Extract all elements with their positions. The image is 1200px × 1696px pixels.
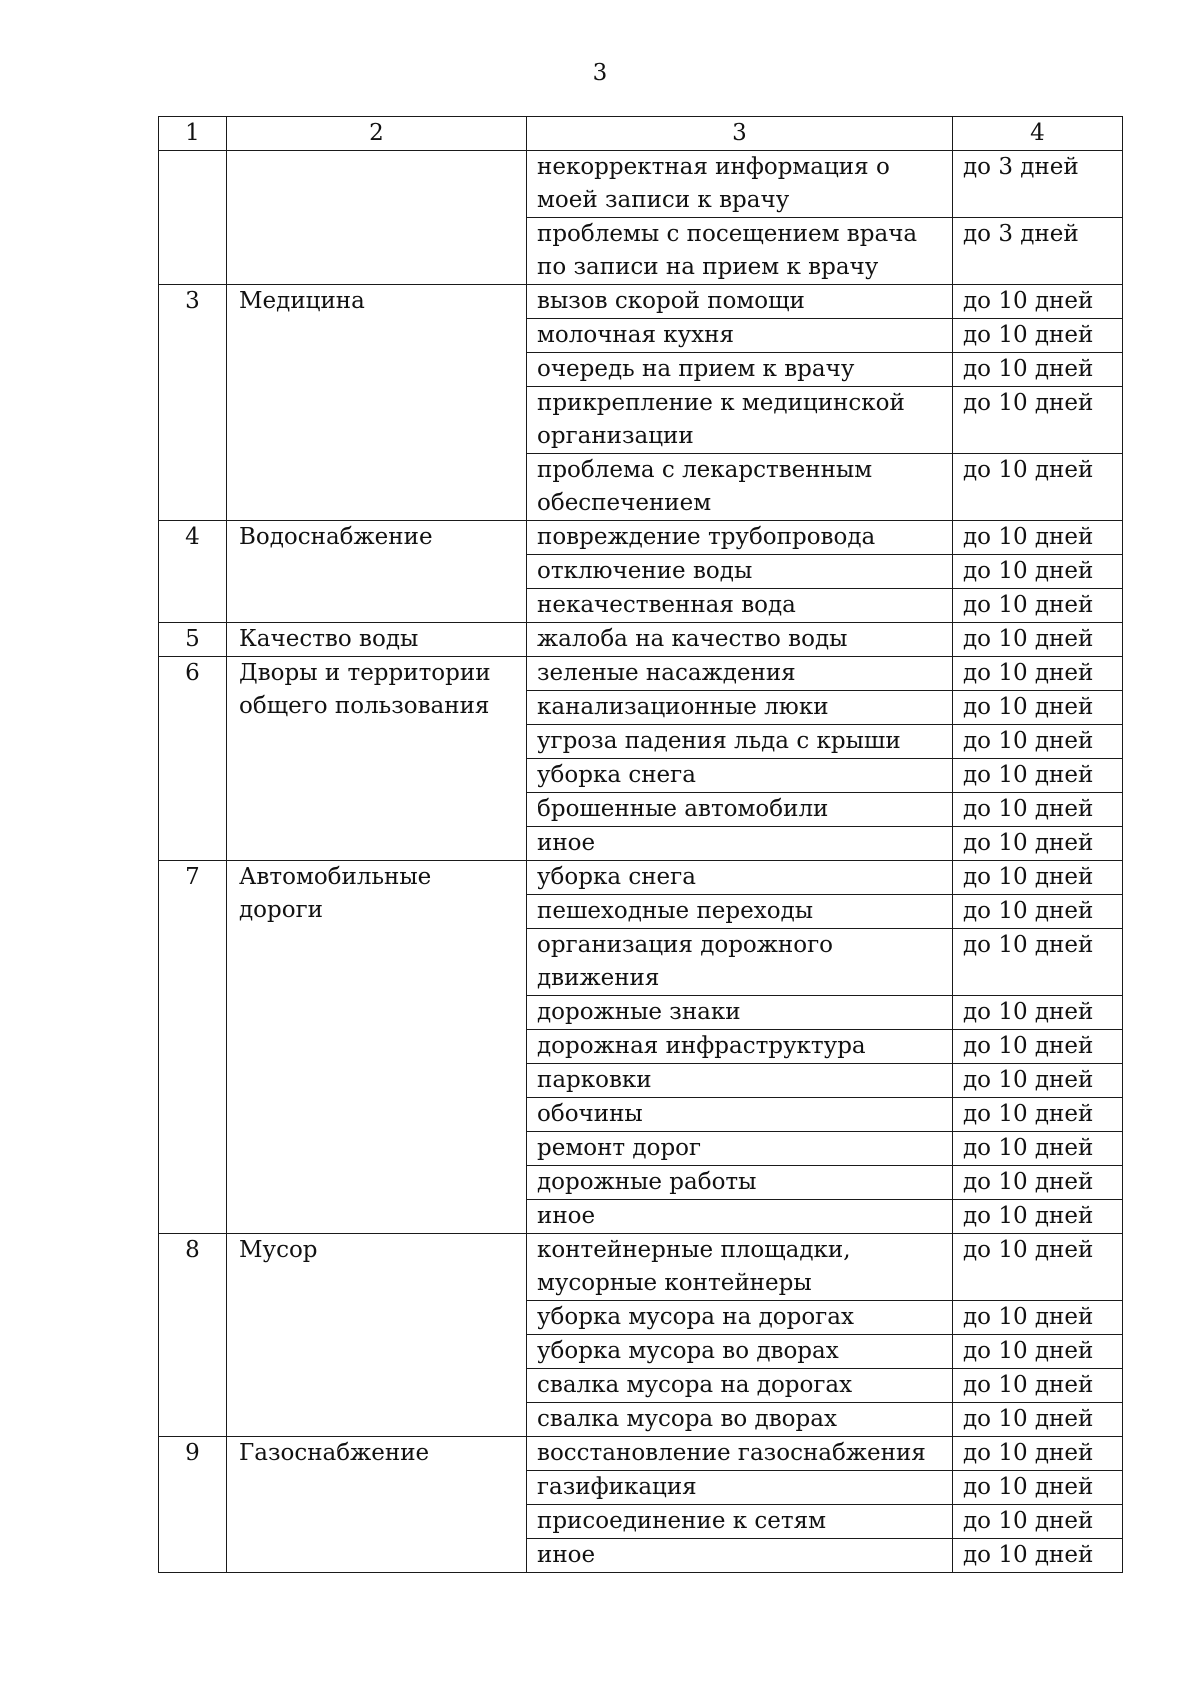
deadline-cell: до 10 дней <box>953 895 1123 929</box>
issue-cell: свалка мусора на дорогах <box>527 1369 953 1403</box>
issue-cell: восстановление газоснабжения <box>527 1437 953 1471</box>
deadline-cell: до 10 дней <box>953 1335 1123 1369</box>
header-col-4: 4 <box>953 117 1123 151</box>
page-number: 3 <box>592 60 608 86</box>
issue-cell: отключение воды <box>527 555 953 589</box>
issue-cell: прикрепление к медицинской организации <box>527 387 953 454</box>
issue-cell: дорожные работы <box>527 1166 953 1200</box>
category-number <box>159 151 227 285</box>
deadline-cell: до 10 дней <box>953 521 1123 555</box>
deadline-cell: до 10 дней <box>953 555 1123 589</box>
deadline-cell: до 10 дней <box>953 657 1123 691</box>
deadline-cell: до 10 дней <box>953 1301 1123 1335</box>
issue-cell: парковки <box>527 1064 953 1098</box>
issue-cell: газификация <box>527 1471 953 1505</box>
issue-cell: дорожная инфраструктура <box>527 1030 953 1064</box>
table-row <box>159 861 1123 895</box>
category-number: 8 <box>159 1234 227 1437</box>
issue-cell: некорректная информация о моей записи к врачу <box>527 151 953 218</box>
deadline-cell: до 10 дней <box>953 861 1123 895</box>
table-row <box>159 1437 1123 1471</box>
category-number: 9 <box>159 1437 227 1573</box>
issue-cell: присоединение к сетям <box>527 1505 953 1539</box>
issue-cell: уборка мусора на дорогах <box>527 1301 953 1335</box>
deadline-cell: до 10 дней <box>953 759 1123 793</box>
deadline-cell: до 10 дней <box>953 1098 1123 1132</box>
table-row <box>159 623 1123 657</box>
deadline-cell: до 10 дней <box>953 285 1123 319</box>
deadline-cell: до 10 дней <box>953 929 1123 996</box>
deadlines-table <box>158 116 1123 1573</box>
deadline-cell: до 10 дней <box>953 319 1123 353</box>
deadline-cell: до 10 дней <box>953 387 1123 454</box>
issue-cell: проблема с лекарственным обеспечением <box>527 454 953 521</box>
deadline-cell: до 10 дней <box>953 725 1123 759</box>
category-topic: Медицина <box>227 285 527 521</box>
issue-cell: свалка мусора во дворах <box>527 1403 953 1437</box>
deadline-cell: до 10 дней <box>953 1369 1123 1403</box>
table-row <box>159 521 1123 555</box>
deadline-cell: до 10 дней <box>953 996 1123 1030</box>
issue-cell: очередь на прием к врачу <box>527 353 953 387</box>
issue-cell: обочины <box>527 1098 953 1132</box>
issue-cell: уборка мусора во дворах <box>527 1335 953 1369</box>
table-row <box>159 657 1123 691</box>
deadline-cell: до 10 дней <box>953 1437 1123 1471</box>
category-number: 7 <box>159 861 227 1234</box>
issue-cell: ремонт дорог <box>527 1132 953 1166</box>
category-topic <box>227 151 527 285</box>
issue-cell: жалоба на качество воды <box>527 623 953 657</box>
issue-cell: иное <box>527 1200 953 1234</box>
issue-cell: угроза падения льда с крыши <box>527 725 953 759</box>
header-col-1: 1 <box>159 117 227 151</box>
table-row <box>159 151 1123 218</box>
deadline-cell: до 10 дней <box>953 623 1123 657</box>
table-row <box>159 285 1123 319</box>
deadline-cell: до 10 дней <box>953 1403 1123 1437</box>
deadline-cell: до 3 дней <box>953 151 1123 218</box>
issue-cell: некачественная вода <box>527 589 953 623</box>
deadline-cell: до 10 дней <box>953 1234 1123 1301</box>
issue-cell: уборка снега <box>527 759 953 793</box>
category-topic: Автомобильные дороги <box>227 861 527 1234</box>
header-col-2: 2 <box>227 117 527 151</box>
deadline-cell: до 10 дней <box>953 1471 1123 1505</box>
table-row <box>159 1234 1123 1301</box>
issue-cell: контейнерные площадки, мусорные контейнеры <box>527 1234 953 1301</box>
header-col-3: 3 <box>527 117 953 151</box>
deadline-cell: до 10 дней <box>953 454 1123 521</box>
table-header <box>159 117 1123 151</box>
issue-cell: вызов скорой помощи <box>527 285 953 319</box>
header-row <box>159 117 1123 151</box>
deadline-cell: до 10 дней <box>953 827 1123 861</box>
issue-cell: организация дорожного движения <box>527 929 953 996</box>
deadline-cell: до 10 дней <box>953 589 1123 623</box>
issue-cell: иное <box>527 827 953 861</box>
deadline-cell: до 10 дней <box>953 1200 1123 1234</box>
issue-cell: пешеходные переходы <box>527 895 953 929</box>
issue-cell: уборка снега <box>527 861 953 895</box>
table-body <box>159 151 1123 1573</box>
category-topic: Водоснабжение <box>227 521 527 623</box>
deadline-cell: до 10 дней <box>953 1132 1123 1166</box>
deadline-cell: до 10 дней <box>953 1030 1123 1064</box>
category-number: 3 <box>159 285 227 521</box>
deadline-cell: до 10 дней <box>953 1539 1123 1573</box>
deadline-cell: до 10 дней <box>953 1166 1123 1200</box>
issue-cell: проблемы с посещением врача по записи на прием к врачу <box>527 218 953 285</box>
issue-cell: повреждение трубопровода <box>527 521 953 555</box>
category-number: 4 <box>159 521 227 623</box>
issue-cell: зеленые насаждения <box>527 657 953 691</box>
category-number: 6 <box>159 657 227 861</box>
issue-cell: молочная кухня <box>527 319 953 353</box>
issue-cell: брошенные автомобили <box>527 793 953 827</box>
deadline-cell: до 10 дней <box>953 1064 1123 1098</box>
issue-cell: иное <box>527 1539 953 1573</box>
category-topic: Качество воды <box>227 623 527 657</box>
deadline-cell: до 10 дней <box>953 793 1123 827</box>
issue-cell: канализационные люки <box>527 691 953 725</box>
deadline-cell: до 10 дней <box>953 691 1123 725</box>
deadline-cell: до 10 дней <box>953 1505 1123 1539</box>
deadline-cell: до 10 дней <box>953 353 1123 387</box>
category-topic: Мусор <box>227 1234 527 1437</box>
deadline-cell: до 3 дней <box>953 218 1123 285</box>
category-topic: Газоснабжение <box>227 1437 527 1573</box>
category-number: 5 <box>159 623 227 657</box>
category-topic: Дворы и территории общего пользования <box>227 657 527 861</box>
issue-cell: дорожные знаки <box>527 996 953 1030</box>
